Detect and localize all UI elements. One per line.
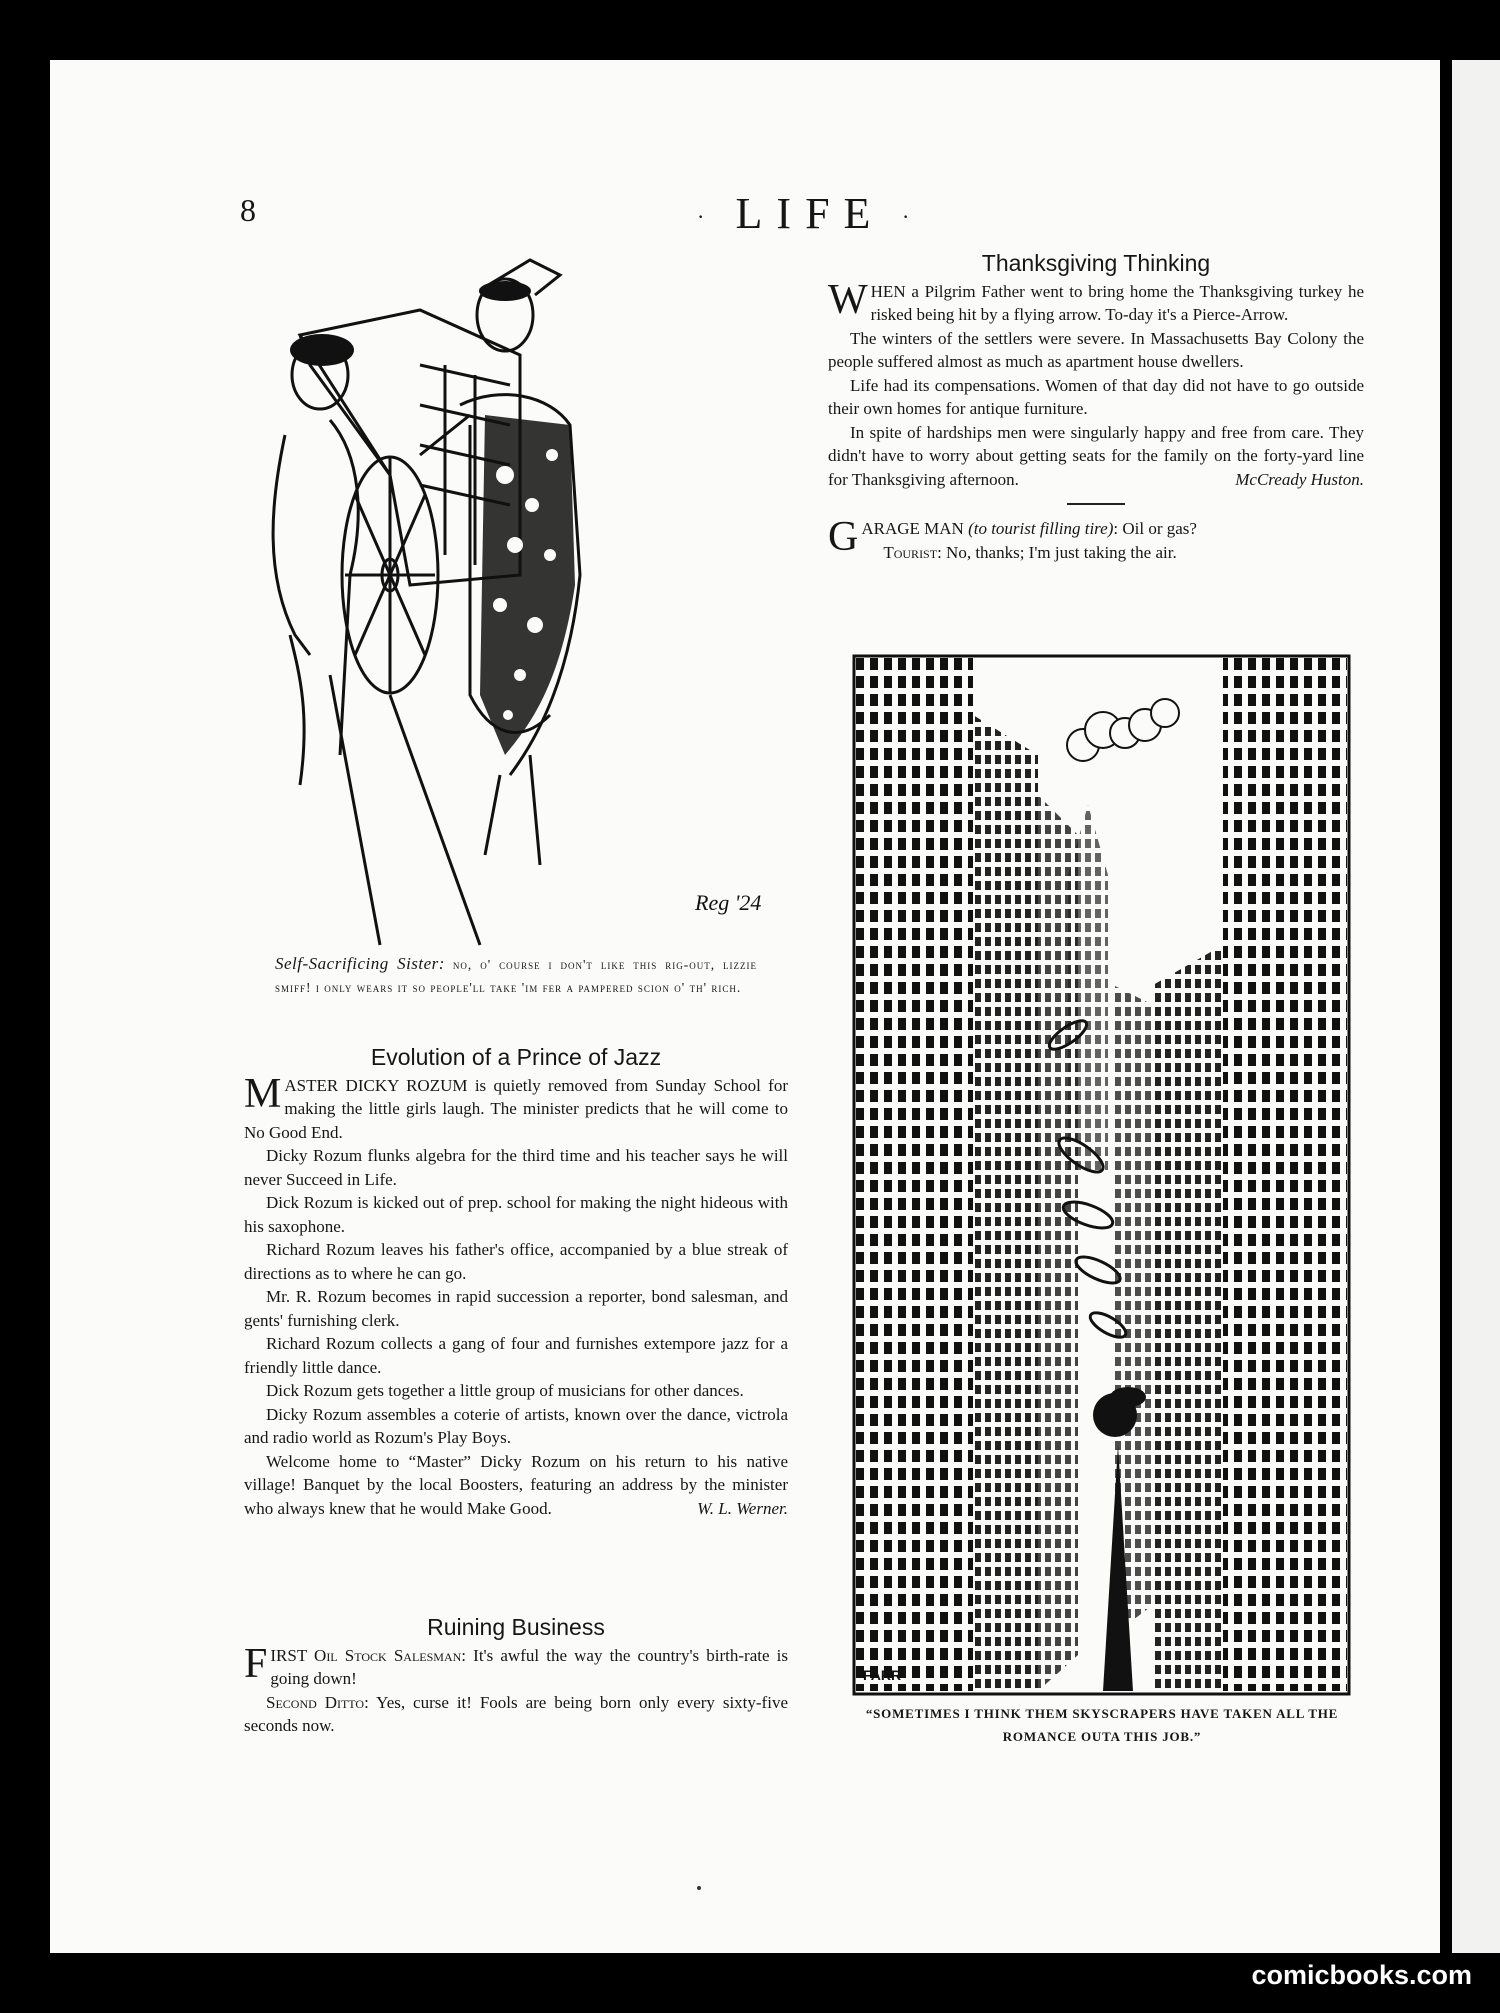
dialogue-line: Yes, curse it! Fools are being born only every sixty-five seconds now.: [244, 1692, 788, 1735]
masthead-dot-right: ·: [902, 204, 910, 229]
dialogue-line: No, thanks; I'm just taking the air.: [946, 542, 1177, 562]
article-paragraph: Mr. R. Rozum becomes in rapid succession a reporter, bond salesman, and gents' furnishing clerk.: [244, 1287, 788, 1330]
caption-speaker: Self-Sacrificing Sister:: [275, 954, 445, 973]
drop-cap: M: [244, 1070, 282, 1117]
artist-signature-right: FARR: [863, 1667, 902, 1683]
article-last-paragraph: Welcome home to “Master” Dicky Rozum on his return to his native village! Banquet by the local Boosters, featuring an address by the minister who always knew that he would Make Good.: [244, 1451, 788, 1518]
article-thanksgiving-thinking: [828, 252, 1364, 564]
caption-text: no, o' course i don't like this rig-out, lizzie smiff! i only wears it so people'll take 'im fer a pampered scion o' th' rich.: [275, 957, 758, 995]
article-paragraph: Dicky Rozum assembles a coterie of artists, known over the dance, victrola and radio world as Rozum's Play Boys.: [244, 1404, 788, 1447]
masthead-title: LIFE: [735, 189, 885, 238]
article-byline: W. L. Werner.: [697, 1498, 788, 1518]
article-title: Ruining Business: [427, 1614, 605, 1640]
cartoon-caption-left: [275, 952, 757, 999]
speaker-label: ARAGE MAN: [861, 519, 964, 538]
article-ruining-business: [244, 1616, 788, 1738]
drop-cap: G: [828, 514, 859, 560]
cartoon-illustration-right: [853, 655, 1350, 1695]
speaker-label: Second Ditto:: [266, 1692, 369, 1712]
drop-cap: F: [244, 1640, 268, 1687]
article-last-paragraph: In spite of hardships men were singularly happy and free from care. They didn't have to worry about getting seats for the family on the forty-yard line for Thanksgiving afternoon.: [828, 422, 1364, 489]
cartoon-caption-right: “SOMETIMES I THINK THEM SKYSCRAPERS HAVE TAKEN ALL THE ROMANCE OUTA THIS JOB.”: [865, 1706, 1339, 1744]
article-paragraph: Dicky Rozum flunks algebra for the third time and his teacher says he will never Succeed in Life.: [244, 1146, 788, 1189]
masthead-dot-left: ·: [697, 204, 705, 229]
article-paragraph: Dick Rozum gets together a little group of musicians for other dances.: [266, 1381, 744, 1400]
article-paragraph: Life had its compensations. Women of that day did not have to go outside their own homes for antique furniture.: [828, 375, 1364, 418]
article-paragraph: Richard Rozum leaves his father's office, accompanied by a blue streak of directions as to where he can go.: [244, 1240, 788, 1283]
stage-direction: (to tourist filling tire): [968, 519, 1114, 538]
speaker-label: IRST Oil Stock Salesman:: [270, 1645, 467, 1665]
cartoon-illustration-left: [270, 255, 762, 945]
artist-signature-left: Reg '24: [695, 890, 762, 915]
section-divider: [1067, 503, 1125, 505]
page-dot: [697, 1886, 701, 1890]
article-first-paragraph: HEN a Pilgrim Father went to bring home the Thanksgiving turkey he risked being hit by a flying arrow. To-day it's a Pierce-Arrow.: [870, 281, 1364, 324]
article-byline: McCready Huston.: [1235, 469, 1364, 489]
site-watermark: comicbooks.com: [1251, 1960, 1472, 1990]
dialogue-line: It's awful the way the country's birth-rate is going down!: [270, 1645, 789, 1688]
article-paragraph: Dick Rozum is kicked out of prep. school for making the night hideous with his saxophone.: [244, 1193, 788, 1236]
dialogue-line: : Oil or gas?: [1113, 519, 1197, 538]
page-number: 8: [240, 192, 256, 228]
article-first-paragraph: ASTER DICKY ROZUM is quietly removed from Sunday School for making the little girls laugh. The minister predicts that he will come to No Good End.: [244, 1075, 788, 1142]
drop-cap: W: [828, 276, 868, 323]
article-title: Thanksgiving Thinking: [981, 250, 1211, 276]
article-prince-of-jazz: [244, 1046, 788, 1520]
article-title: Evolution of a Prince of Jazz: [370, 1044, 662, 1070]
article-paragraph: Richard Rozum collects a gang of four and furnishes extempore jazz for a friendly little dance.: [244, 1334, 788, 1377]
facing-page-edge: [1452, 60, 1500, 1953]
article-paragraph: The winters of the settlers were severe. In Massachusetts Bay Colony the people suffered almost as much as apartment house dwellers.: [828, 328, 1364, 371]
speaker-label: Tourist:: [883, 542, 942, 562]
